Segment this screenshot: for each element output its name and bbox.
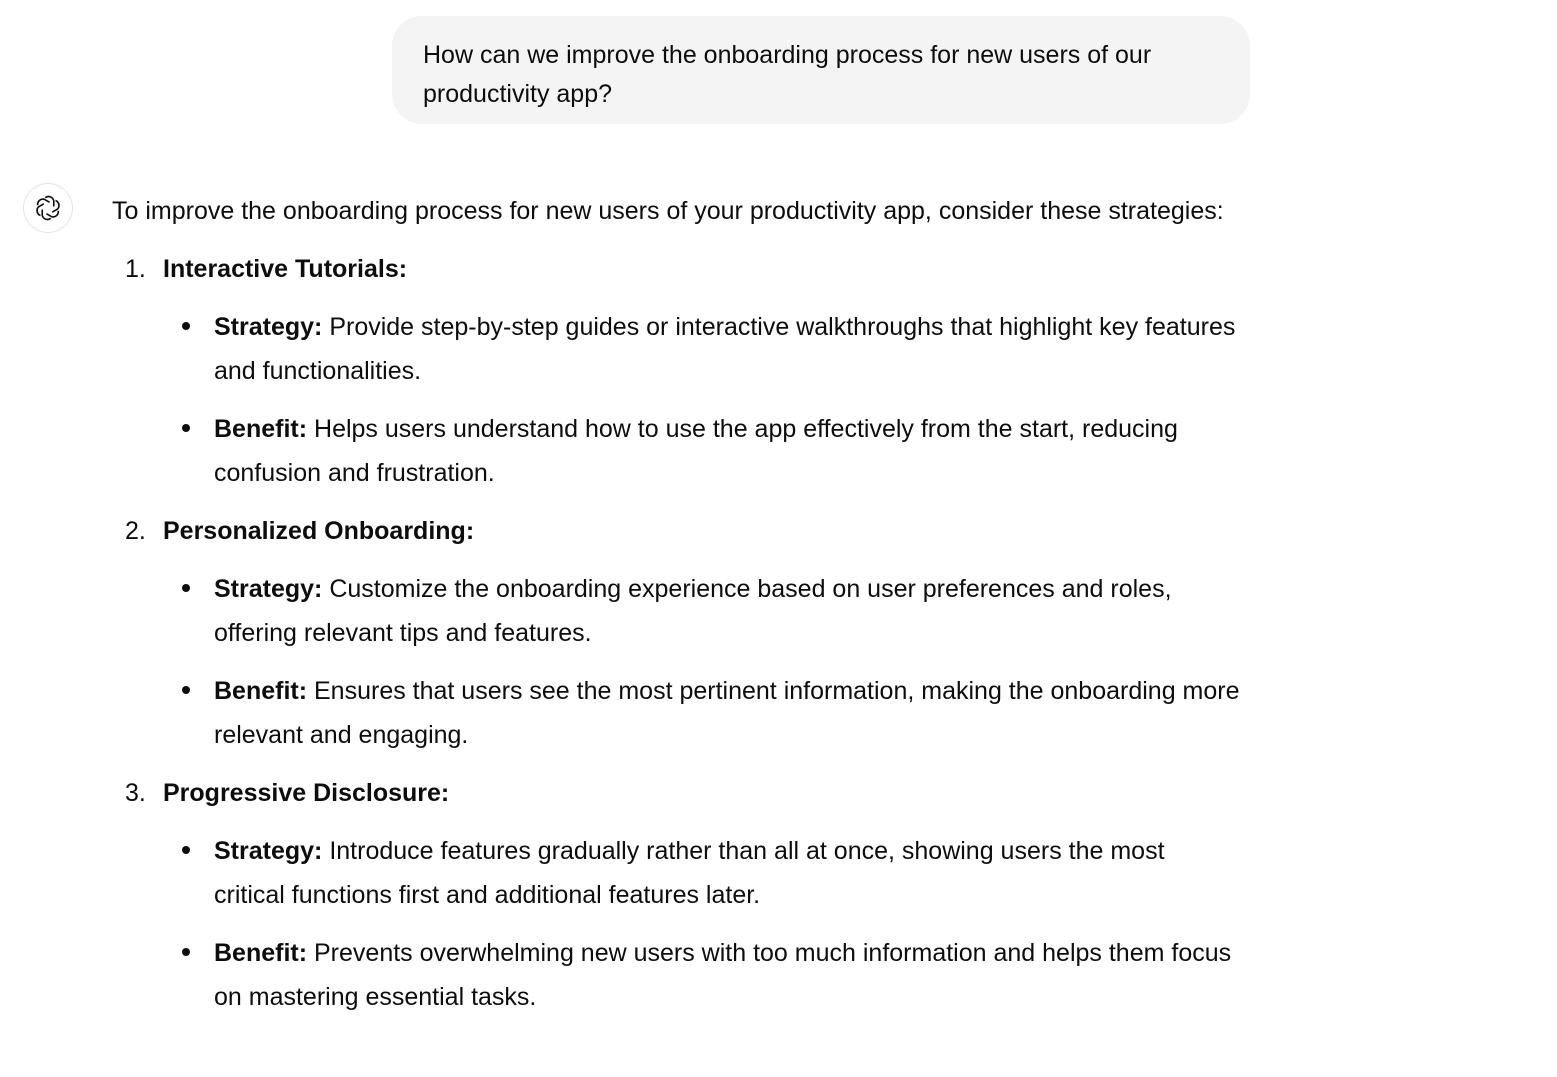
section-heading	[112, 247, 1242, 291]
point-label: Benefit:	[214, 677, 308, 705]
section-number: 3.	[125, 779, 146, 807]
list-item	[214, 931, 1242, 1019]
bullet-icon	[182, 686, 190, 694]
response-intro: To improve the onboarding process for new users of your productivity app, consider these strategies:	[112, 197, 1224, 225]
point-label: Strategy:	[214, 575, 323, 603]
point-text: Customize the onboarding experience based on user preferences and roles, offering relevant tips and features.	[214, 575, 1172, 647]
section-heading	[112, 771, 1242, 815]
bullet-icon	[182, 846, 190, 854]
strategy-list	[112, 247, 1242, 1019]
point-text: Introduce features gradually rather than all at once, showing users the most critical functions first and additional features later.	[214, 837, 1165, 909]
list-item	[214, 305, 1242, 393]
strategy-section	[112, 509, 1242, 757]
point-text: Prevents overwhelming new users with too much information and helps them focus on mastering essential tasks.	[214, 939, 1232, 1011]
point-label: Benefit:	[214, 939, 308, 967]
point-text: Provide step-by-step guides or interactive walkthroughs that highlight key features and functionalities.	[214, 313, 1236, 385]
list-item	[214, 407, 1242, 495]
strategy-section	[112, 247, 1242, 495]
bullet-icon	[182, 424, 190, 432]
bullet-icon	[182, 322, 190, 330]
strategy-section	[112, 771, 1242, 1019]
bullet-icon	[182, 584, 190, 592]
point-text: Ensures that users see the most pertinent information, making the onboarding more relevant and engaging.	[214, 677, 1240, 749]
user-message-text: How can we improve the onboarding process for new users of our productivity app?	[423, 41, 1152, 108]
user-message-bubble	[392, 16, 1250, 124]
assistant-avatar	[23, 183, 73, 233]
bullet-icon	[182, 948, 190, 956]
section-title: Progressive Disclosure:	[163, 779, 450, 807]
point-label: Strategy:	[214, 313, 323, 341]
list-item	[214, 669, 1242, 757]
section-heading	[112, 509, 1242, 553]
assistant-response	[112, 189, 1242, 1033]
section-number: 1.	[125, 255, 146, 283]
point-label: Strategy:	[214, 837, 323, 865]
list-item	[214, 829, 1242, 917]
list-item	[214, 567, 1242, 655]
section-points	[112, 305, 1242, 495]
section-title: Personalized Onboarding:	[163, 517, 475, 545]
point-label: Benefit:	[214, 415, 308, 443]
section-points	[112, 829, 1242, 1019]
section-number: 2.	[125, 517, 146, 545]
section-title: Interactive Tutorials:	[163, 255, 408, 283]
section-points	[112, 567, 1242, 757]
openai-logo-icon	[33, 193, 63, 223]
point-text: Helps users understand how to use the app effectively from the start, reducing confusion and frustration.	[214, 415, 1178, 487]
